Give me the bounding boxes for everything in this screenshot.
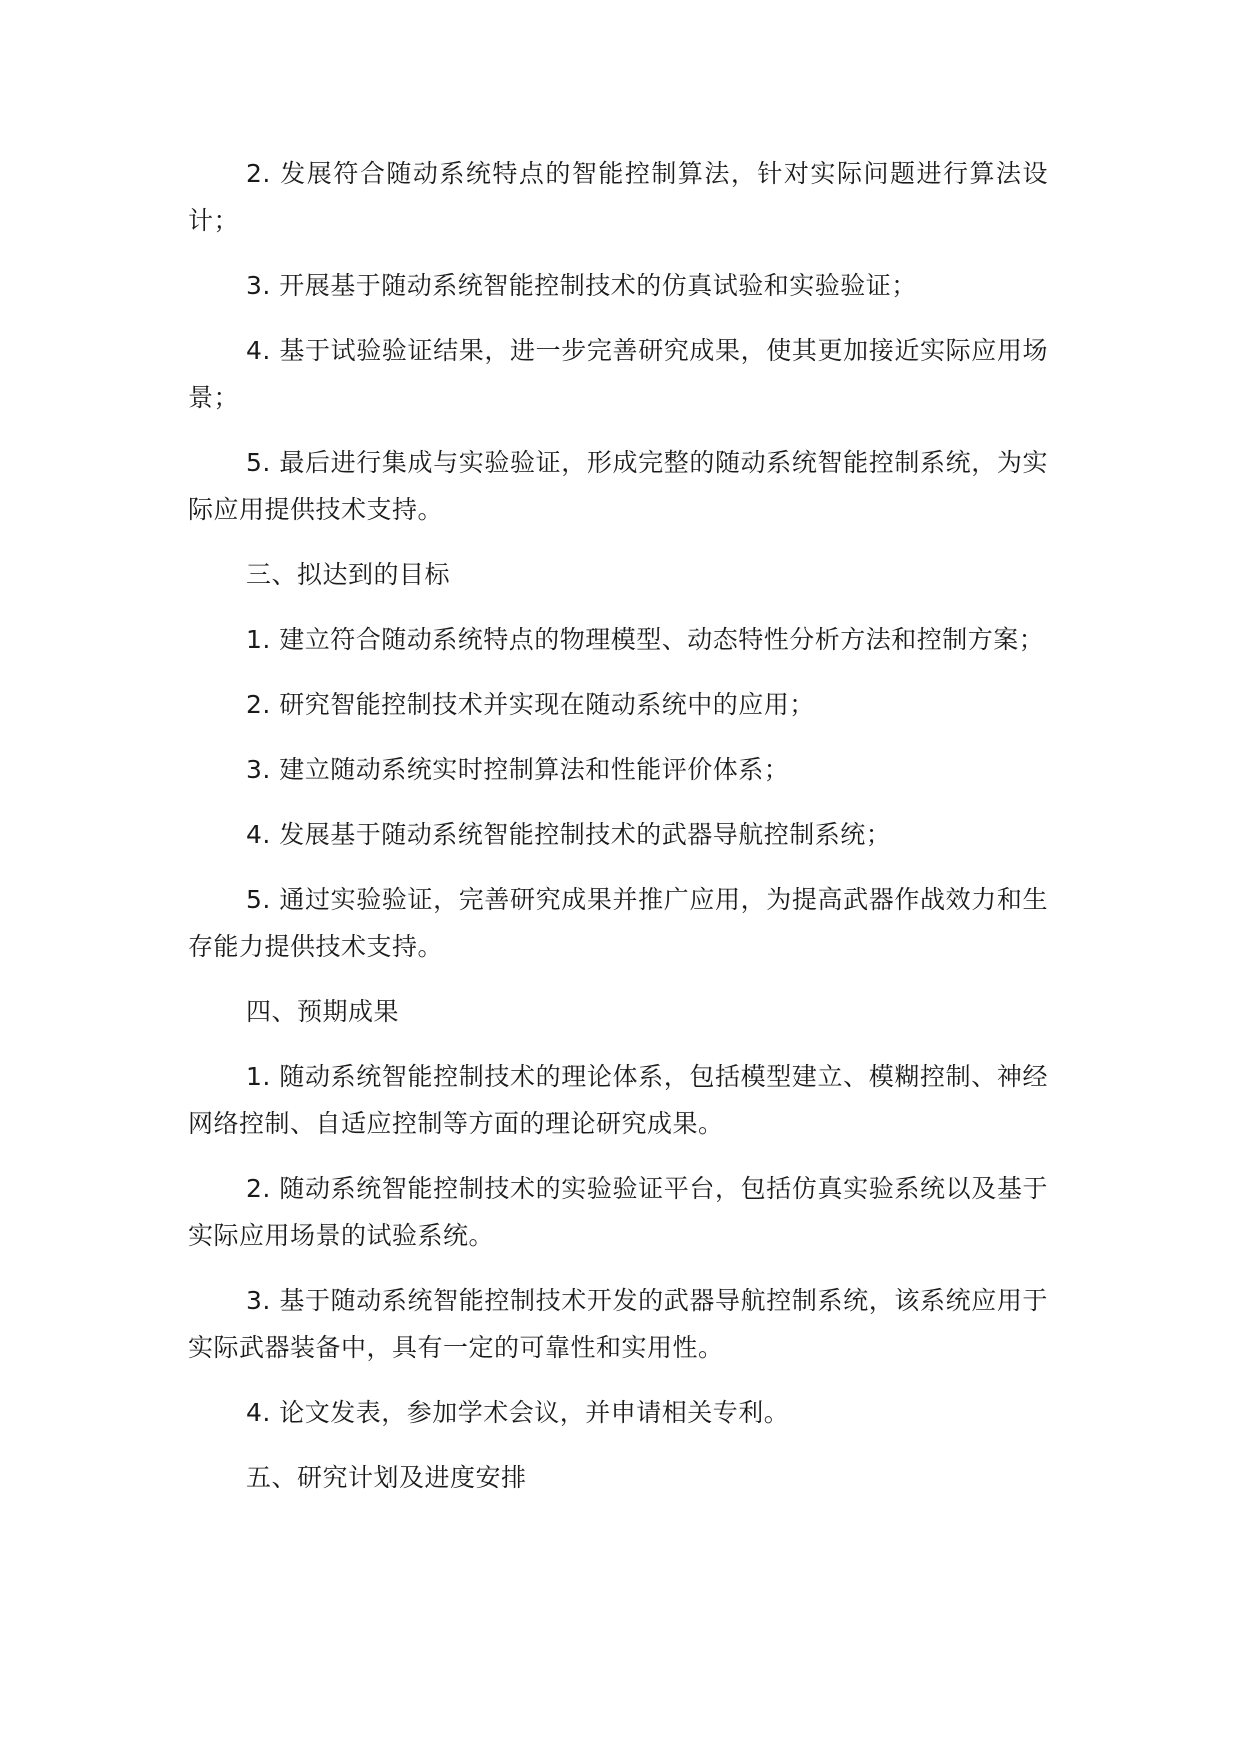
paragraph-result-4: 4. 论文发表，参加学术会议，并申请相关专利。 bbox=[246, 1398, 790, 1427]
paragraph-result-2: 2. 随动系统智能控制技术的实验验证平台，包括仿真实验系统以及基于实际应用场景的试验系统。 bbox=[188, 1174, 1048, 1250]
paragraph-result-1: 1. 随动系统智能控制技术的理论体系，包括模型建立、模糊控制、神经网络控制、自适应控制等方面的理论研究成果。 bbox=[188, 1062, 1048, 1138]
section-heading-expected-results: 四、预期成果 bbox=[246, 997, 400, 1026]
document-page bbox=[188, 150, 1048, 1519]
paragraph-objective-2: 2. 研究智能控制技术并实现在随动系统中的应用； bbox=[246, 690, 815, 719]
section-heading-objectives: 三、拟达到的目标 bbox=[246, 560, 451, 589]
paragraph-goal-item-4: 4. 基于试验验证结果，进一步完善研究成果，使其更加接近实际应用场景； bbox=[188, 336, 1048, 412]
paragraph-objective-1: 1. 建立符合随动系统特点的物理模型、动态特性分析方法和控制方案； bbox=[246, 625, 1045, 654]
paragraph-objective-5: 5. 通过实验验证，完善研究成果并推广应用，为提高武器作战效力和生存能力提供技术支持。 bbox=[188, 885, 1048, 961]
paragraph-result-3: 3. 基于随动系统智能控制技术开发的武器导航控制系统，该系统应用于实际武器装备中，具有一定的可靠性和实用性。 bbox=[188, 1286, 1048, 1362]
paragraph-goal-item-2: 2. 发展符合随动系统特点的智能控制算法，针对实际问题进行算法设计； bbox=[188, 159, 1048, 235]
section-heading-research-plan: 五、研究计划及进度安排 bbox=[246, 1463, 527, 1492]
paragraph-objective-3: 3. 建立随动系统实时控制算法和性能评价体系； bbox=[246, 755, 790, 784]
paragraph-objective-4: 4. 发展基于随动系统智能控制技术的武器导航控制系统； bbox=[246, 820, 892, 849]
paragraph-goal-item-3: 3. 开展基于随动系统智能控制技术的仿真试验和实验验证； bbox=[246, 271, 917, 300]
paragraph-goal-item-5: 5. 最后进行集成与实验验证，形成完整的随动系统智能控制系统，为实际应用提供技术支持。 bbox=[188, 448, 1048, 524]
